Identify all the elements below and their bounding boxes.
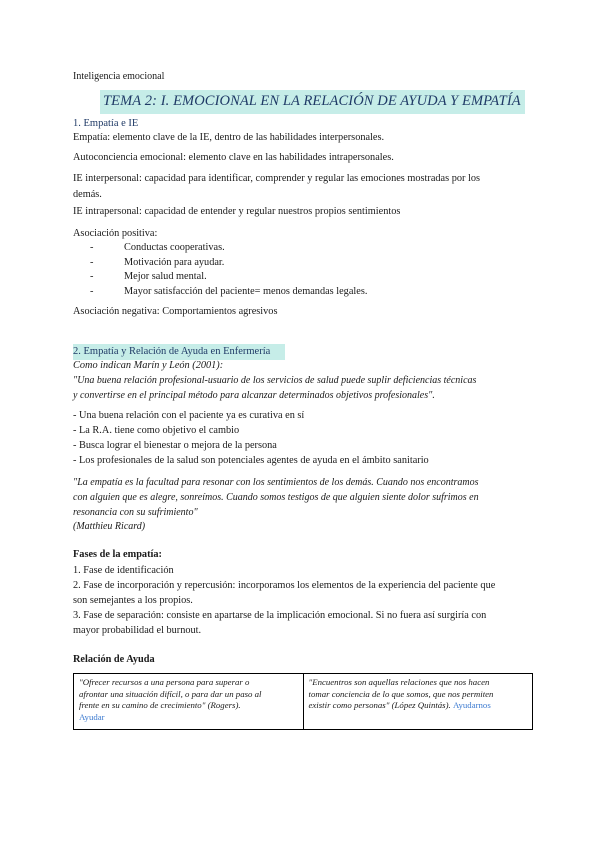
list-item: - Busca lograr el bienestar o mejora de la persona (73, 440, 277, 451)
ayuda-table (73, 673, 533, 730)
ayudar-link[interactable]: Ayudar (79, 711, 105, 722)
phase-1: 1. Fase de identificación (73, 565, 174, 576)
phase-2-line2: son semejantes a los propios. (73, 595, 193, 606)
quote-line: y convertirse en el principal método para alcanzar determinados objetivos profesionales". (73, 390, 435, 401)
list-item: - Una buena relación con el paciente ya es curativa en sí (73, 410, 305, 421)
course-header: Inteligencia emocional (73, 71, 165, 82)
rogers-quote-cell: "Ofrecer recursos a una persona para superar o afrontar una situación difícil, o para dar un paso al frente en su camino de crecimiento" (Rogers). Ayudar (74, 674, 304, 730)
ricard-quote-line: resonancia con su sufrimiento" (73, 507, 198, 518)
section-2-heading: 2. Empatía y Relación de Ayuda en Enfermería (73, 346, 271, 357)
page-title: TEMA 2: I. EMOCIONAL EN LA RELACIÓN DE AYUDA Y EMPATÍA (103, 93, 521, 109)
phases-heading: Fases de la empatía: (73, 549, 162, 560)
ayuda-heading: Relación de Ayuda (73, 654, 155, 665)
quote-line: "Una buena relación profesional-usuario de los servicios de salud puede suplir deficiencias técnicas (73, 375, 477, 386)
ie-interpersonal-line1: IE interpersonal: capacidad para identificar, comprender y regular las emociones mostradas por los (73, 173, 481, 184)
citation-source: Como indican Marín y León (2001): (73, 360, 224, 371)
phase-3-line1: 3. Fase de separación: consiste en apartarse de la implicación emocional. Si no fuera así surgiría con (73, 610, 487, 621)
ricard-author: (Matthieu Ricard) (73, 521, 146, 532)
lopez-quintas-quote-cell: "Encuentros son aquellas relaciones que nos hacen tomar conciencia de lo que somos, que nos permiten existir como personas" (López Quintás). Ayudarnos (303, 674, 533, 730)
list-item: - La R.A. tiene como objetivo el cambio (73, 425, 240, 436)
positive-association-label: Asociación positiva: (73, 228, 158, 239)
ricard-quote-line: "La empatía es la facultad para resonar con los sentimientos de los demás. Cuando nos encontramos (73, 477, 479, 488)
ie-interpersonal-line2: demás. (73, 189, 102, 200)
empatia-definition: Empatía: elemento clave de la IE, dentro de las habilidades interpersonales. (73, 132, 385, 143)
ricard-quote-line: con alguien que es alegre, sonreímos. Cuando somos testigos de que alguien siente dolor sufrimos en (73, 492, 479, 503)
ie-intrapersonal-definition: IE intrapersonal: capacidad de entender y regular nuestros propios sentimientos (73, 206, 401, 217)
ayudarnos-link[interactable]: Ayudarnos (452, 700, 491, 710)
negative-association: Asociación negativa: Comportamientos agresivos (73, 306, 278, 317)
phase-2-line1: 2. Fase de incorporación y repercusión: incorporamos los elementos de la experiencia del paciente que (73, 580, 496, 591)
section-1-heading: 1. Empatía e IE (73, 118, 139, 129)
autoconciencia-definition: Autoconciencia emocional: elemento clave en las habilidades intrapersonales. (73, 152, 394, 163)
phase-3-line2: mayor probabilidad el burnout. (73, 625, 202, 636)
list-item: - Los profesionales de la salud son potenciales agentes de ayuda en el ámbito sanitario (73, 455, 429, 466)
